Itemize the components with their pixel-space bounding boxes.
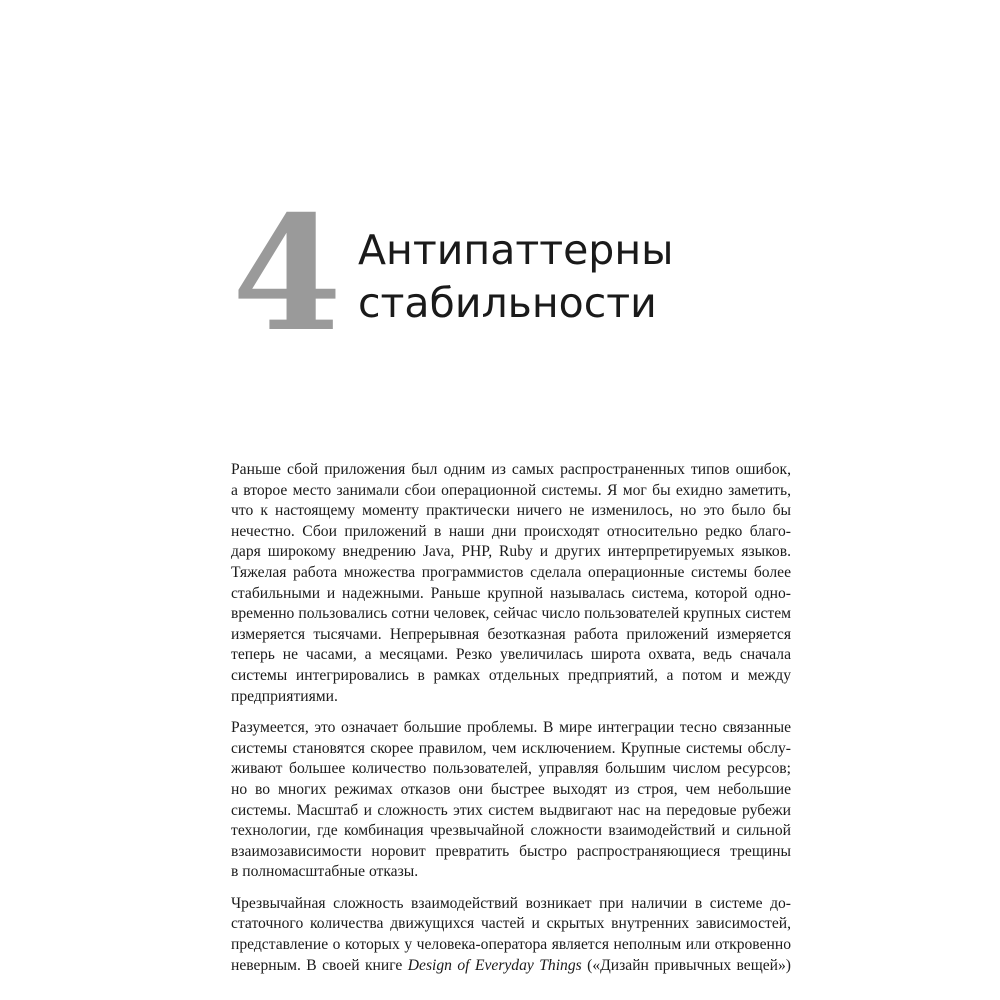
text-line: Разумеется, это означает большие проблемы. В мире интеграции тесно связанные (231, 719, 791, 737)
text-line: системы. Масштаб и сложность этих систем выдвигают нас на передовые рубежи (231, 801, 791, 819)
text-line: системы становятся скорее правилом, чем исключением. Крупные системы обслу- (231, 739, 791, 757)
text-line: Тяжелая работа множества программистов сделала операционные системы более (231, 563, 791, 581)
text-line: статочного количества движущихся частей и скрытых внутренних зависимостей, (231, 915, 791, 933)
body-text (231, 460, 791, 987)
text-line: Чрезвычайная сложность взаимодействий возникает при наличии в системе до- (231, 894, 791, 912)
text-line: теперь не часами, а месяцами. Резко увеличилась широта охвата, ведь сначала (231, 646, 791, 664)
text-line: временно пользовались сотни человек, сейчас число пользователей крупных систем (231, 605, 791, 623)
text-line: живают большее количество пользователей, управляя большим числом ресурсов; (231, 760, 791, 778)
text-line: технологии, где комбинация чрезвычайной сложности взаимодействий и сильной (231, 822, 791, 840)
text-line: измеряется тысячами. Непрерывная безотказная работа приложений измеряется (231, 625, 791, 643)
text-segment: («Дизайн привычных вещей») (581, 956, 791, 974)
text-line: взаимозависимости норовит превратить быстро распространяющиеся трещины (231, 842, 791, 860)
text-line: но во многих режимах отказов они быстрее выходят из строя, чем небольшие (231, 780, 791, 798)
paragraph-2 (231, 718, 791, 883)
text-line: стабильными и надежными. Раньше крупной называлась система, которой одно- (231, 584, 791, 602)
chapter-title-line-1: Антипаттерны (358, 226, 674, 274)
text-line-with-citation (231, 956, 791, 977)
text-line: Раньше сбой приложения был одним из самых распространенных типов ошибок, (231, 461, 791, 478)
text-line: что к настоящему моменту практически ничего не изменилось, но это было бы (231, 502, 791, 520)
text-line: нечестно. Сбои приложений в наши дни происходят относительно редко благо- (231, 522, 791, 540)
chapter-title-line-2: стабильности (358, 279, 657, 327)
book-title-italic: Design of Everyday Things (407, 956, 582, 974)
chapter-number: 4 (232, 182, 342, 367)
text-line: даря широкому внедрению Java, PHP, Ruby и других интерпретируемых языков. (231, 543, 791, 561)
text-line: предприятиями. (231, 687, 338, 705)
text-line: в полномасштабные отказы. (231, 863, 419, 881)
chapter-title (358, 224, 778, 330)
text-segment: неверным. В своей книге (231, 956, 408, 974)
text-line: а второе место занимали сбои операционной системы. Я мог бы ехидно заметить, (231, 481, 791, 499)
text-line: представление о которых у человека-оператора является неполным или откровенно (231, 936, 791, 954)
paragraph-3 (231, 894, 791, 976)
text-line: системы интегрировались в рамках отдельных предприятий, а потом и между (231, 666, 791, 684)
paragraph-1 (231, 460, 791, 707)
